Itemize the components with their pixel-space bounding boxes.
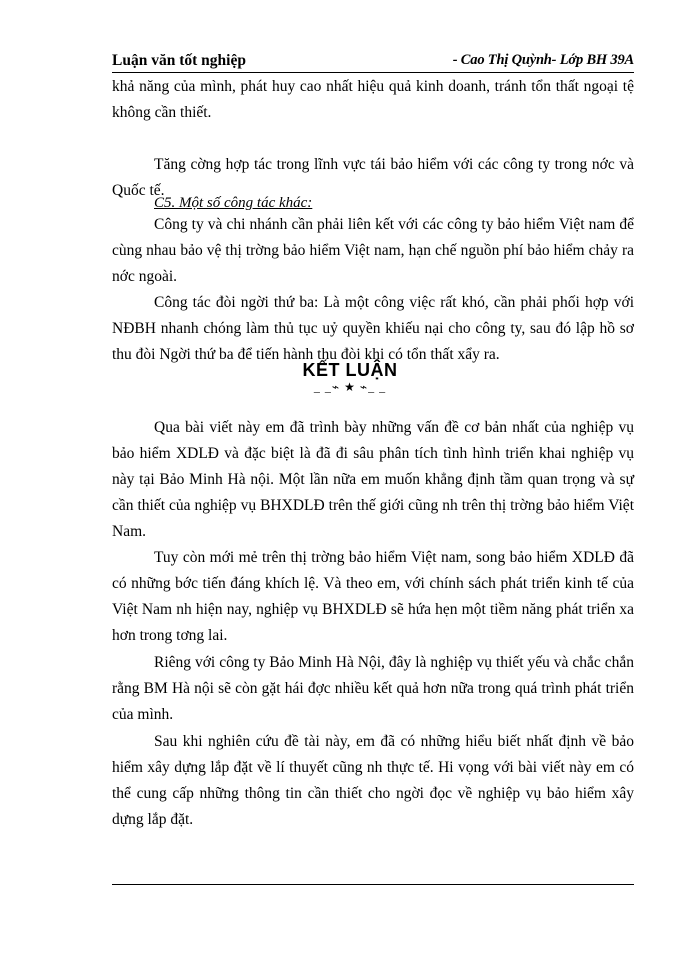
conclusion-paragraph-2: Tuy còn mới mẻ trên thị trờng bảo hiểm Việt nam, song bảo hiểm XDLĐ đã có những bớc tiến đáng khích lệ. Và theo em, với chính sách phát triển kinh tế của Việt Nam nh hiện nay, nghiệp vụ BHXDLĐ sẽ hứa hẹn một tiềm năng phát triển xa hơn trong tơng lai. <box>112 549 634 644</box>
conclusion-paragraph-4: Sau khi nghiên cứu đề tài này, em đã có những hiểu biết nhất định về bảo hiểm xây dựng lắp đặt về lí thuyết cũng nh thực tế. Hi vọng với bài viết này em có thể cung cấp những thông tin cần thiết cho ngời đọc về nghiệp vụ bảo hiểm xây dựng lắp đặt. <box>112 733 634 828</box>
paragraph-cooperation: Công ty và chi nhánh cần phải liên kết với các công ty bảo hiểm Việt nam để cùng nhau bảo vệ thị trờng bảo hiểm Việt nam, hạn chế nguồn phí bảo hiểm chảy ra nớc ngoài. <box>112 216 634 285</box>
header-author: - Cao Thị Quỳnh- Lớp BH 39A <box>452 52 634 68</box>
conclusion-paragraph-3: Riêng với công ty Bảo Minh Hà Nội, đây là nghiệp vụ thiết yếu và chắc chắn rằng BM Hà nội sẽ còn gặt hái đợc nhiều kết quả hơn nữa trong quá trình phát triển của mình. <box>112 654 634 723</box>
footer-divider <box>112 884 634 885</box>
paragraph-reinsurance: Tăng cờng hợp tác trong lĩnh vực tái bảo hiểm với các công ty trong nớc và Quốc tế. <box>112 156 634 199</box>
ornament-icon: _ _⌁ ★ ⌁_ _ <box>313 380 387 394</box>
header-divider <box>112 72 634 73</box>
paragraph-third-party: Công tác đòi ngời thứ ba: Là một công việc rất khó, cần phải phối hợp với NĐBH nhanh chóng làm thủ tục uỷ quyền khiếu nại cho công ty, sau đó lập hồ sơ thu đòi Ngời thứ ba để tiến hành thu đòi khi có tổn thất xẩy ra. <box>112 294 634 363</box>
paragraph-continuation: khả năng của mình, phát huy cao nhất hiệu quả kinh doanh, tránh tổn thất ngoại tệ không cần thiết. <box>112 78 634 121</box>
conclusion-paragraph-1: Qua bài viết này em đã trình bày những vấn đề cơ bản nhất của nghiệp vụ bảo hiểm XDLĐ và đặc biệt là đã đi sâu phân tích tình hình triển khai nghiệp vụ này tại Bảo Minh Hà nội. Một lần nữa em muốn khẳng định tầm quan trọng và sự cần thiết của nghiệp vụ BHXDLĐ trên thế giới cũng nh trên thị trờng bảo hiểm Việt Nam. <box>112 419 634 540</box>
conclusion-title: KẾT LUẬN <box>302 360 398 380</box>
section-subheading: C5. Một số công tác khác: <box>154 195 313 211</box>
page-header <box>112 52 634 72</box>
header-title: Luận văn tốt nghiệp <box>112 52 246 69</box>
